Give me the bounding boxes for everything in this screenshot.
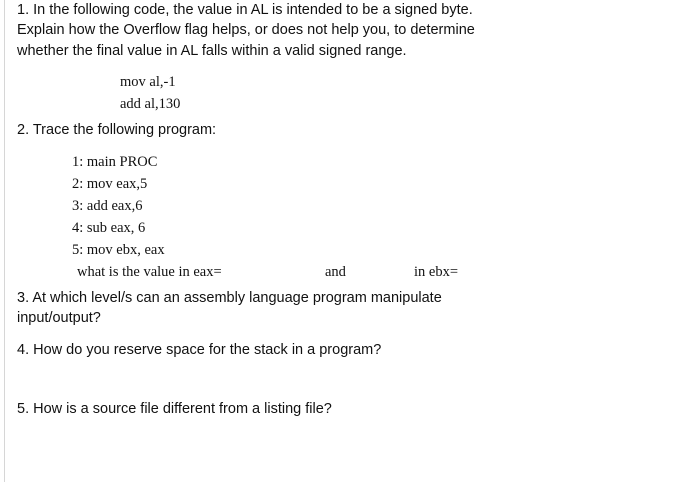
question-4: 4. How do you reserve space for the stack in a program? bbox=[17, 342, 382, 358]
question-1-line-1: 1. In the following code, the value in AL is intended to be a signed byte. bbox=[17, 2, 473, 18]
left-border bbox=[4, 0, 5, 482]
question-2-code-line-4: 4: sub eax, 6 bbox=[72, 220, 146, 236]
question-2-and-text: and bbox=[325, 264, 346, 280]
question-3-line-2: input/output? bbox=[17, 310, 101, 326]
question-2-code-line-5: 5: mov ebx, eax bbox=[72, 242, 165, 258]
question-1-code-line-1: mov al,-1 bbox=[120, 74, 176, 90]
question-1-code-line-2: add al,130 bbox=[120, 96, 181, 112]
question-2-ebx-prompt: in ebx= bbox=[414, 264, 459, 280]
question-1-line-3: whether the final value in AL falls within a valid signed range. bbox=[17, 43, 407, 59]
question-3-line-1: 3. At which level/s can an assembly language program manipulate bbox=[17, 290, 442, 306]
question-2-eax-prompt: what is the value in eax= bbox=[77, 264, 222, 280]
question-2-code-line-1: 1: main PROC bbox=[72, 154, 158, 170]
question-1-line-2: Explain how the Overflow flag helps, or does not help you, to determine bbox=[17, 22, 475, 38]
question-2-code-line-2: 2: mov eax,5 bbox=[72, 176, 148, 192]
question-5: 5. How is a source file different from a listing file? bbox=[17, 401, 332, 417]
question-2-prompt: 2. Trace the following program: bbox=[17, 122, 217, 138]
question-2-code-line-3: 3: add eax,6 bbox=[72, 198, 143, 214]
